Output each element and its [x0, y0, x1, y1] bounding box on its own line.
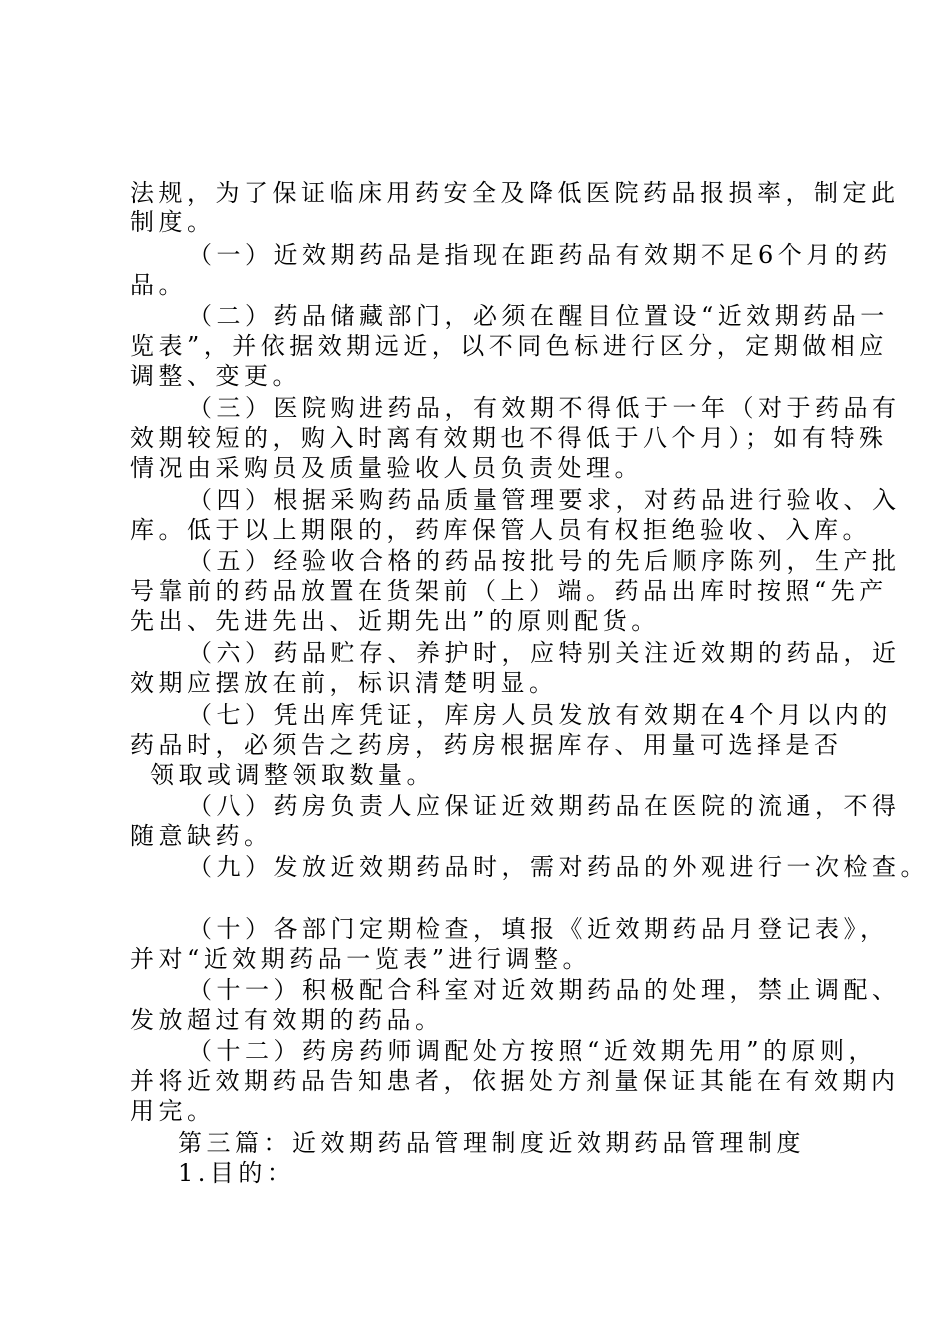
text-line: 库。低于以上期限的，药库保管人员有权拒绝验收、入库。: [130, 516, 871, 544]
text-line: 法规，为了保证临床用药安全及降低医院药品报损率，制定此: [130, 179, 900, 207]
text-line: （十二）药房药师调配处方按照“近效期先用”的原则，: [188, 1037, 878, 1065]
text-line: （三）医院购进药品，有效期不得低于一年（对于药品有: [188, 394, 901, 422]
text-line: 效期较短的，购入时离有效期也不得低于八个月）；如有特殊: [130, 424, 888, 452]
text-line: 情况由采购员及质量验收人员负责处理。: [130, 454, 643, 482]
text-line: （二）药品储藏部门，必须在醒目位置设“近效期药品一: [188, 302, 889, 330]
text-line: 用完。: [130, 1097, 216, 1125]
text-line: 并将近效期药品告知患者，依据处方剂量保证其能在有效期内: [130, 1067, 900, 1095]
text-line: （一）近效期药品是指现在距药品有效期不足6个月的药: [188, 241, 892, 269]
text-line: 发放超过有效期的药品。: [130, 1006, 444, 1034]
text-line: 并对“近效期药品一览表”进行调整。: [130, 945, 592, 973]
text-line: 调整、变更。: [130, 362, 301, 390]
text-line: 领取或调整领取数量。: [150, 761, 435, 789]
text-line: 效期应摆放在前，标识清楚明显。: [130, 669, 558, 697]
subsection-heading: 1.目的：: [178, 1159, 296, 1187]
text-line: （七）凭出库凭证，库房人员发放有效期在4个月以内的: [188, 701, 892, 729]
text-line: （六）药品贮存、养护时，应特别关注近效期的药品，近: [188, 639, 901, 667]
text-line: （十一）积极配合科室对近效期药品的处理，禁止调配、: [188, 976, 901, 1004]
text-line: 制度。: [130, 208, 216, 236]
text-line: （九）发放近效期药品时，需对药品的外观进行一次检查。: [188, 853, 929, 881]
text-line: 药品时，必须告之药房，药房根据库存、用量可选择是否: [130, 731, 843, 759]
text-line: 随意缺药。: [130, 822, 273, 850]
text-line: （十）各部门定期检查，填报《近效期药品月登记表》，: [188, 915, 889, 943]
text-line: （八）药房负责人应保证近效期药品在医院的流通，不得: [188, 792, 901, 820]
text-line: 览表”，并依据效期远近，以不同色标进行区分，定期做相应: [130, 332, 888, 360]
text-line: 号靠前的药品放置在货架前（上）端。药品出库时按照“先产: [130, 577, 888, 605]
text-line: 品。: [130, 271, 187, 299]
text-line: （四）根据采购药品质量管理要求，对药品进行验收、入: [188, 486, 901, 514]
text-line: 先出、先进先出、近期先出”的原则配货。: [130, 607, 660, 635]
section-heading: 第三篇：近效期药品管理制度近效期药品管理制度: [178, 1129, 805, 1157]
text-line: （五）经验收合格的药品按批号的先后顺序陈列，生产批: [188, 547, 901, 575]
